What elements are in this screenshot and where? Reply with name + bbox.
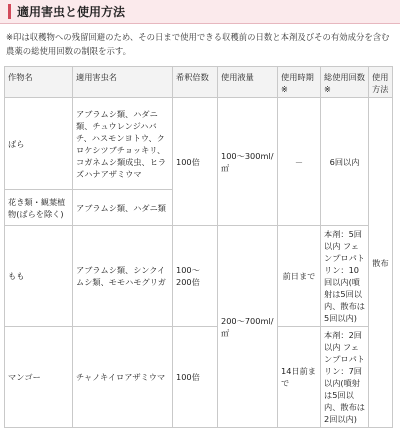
header-accent-bar	[8, 4, 11, 19]
table-header-row	[5, 67, 393, 98]
header-timing: 使用時期※	[278, 67, 321, 98]
usage-table	[4, 66, 393, 428]
pest-bara: アブラムシ類、ハダニ類、チュウレンジハバチ、ハスモンヨトウ、クロケシツブチョッキリ、コガネムシ類成虫、ヒラズハナアザミウマ	[73, 98, 173, 190]
pest-flowers: アブラムシ類、ハダニ類	[73, 190, 173, 226]
dilution-bara: 100倍	[173, 98, 218, 226]
header-method: 使用方法	[369, 67, 393, 98]
section-header	[0, 0, 400, 24]
crop-bara: ばら	[5, 98, 73, 190]
header-pest: 適用害虫名	[73, 67, 173, 98]
volume-momo: 200～700ml/㎡	[218, 226, 278, 428]
crop-mango: マンゴー	[5, 327, 73, 428]
pest-momo: アブラムシ類、シンクイムシ類、モモハモグリガ	[73, 226, 173, 327]
table-row-momo	[5, 226, 393, 327]
timing-momo: 前日まで	[278, 226, 321, 327]
crop-momo: もも	[5, 226, 73, 327]
header-dilution: 希釈倍数	[173, 67, 218, 98]
timing-bara: －	[278, 98, 321, 226]
header-volume: 使用液量	[218, 67, 278, 98]
header-crop: 作物名	[5, 67, 73, 98]
timing-mango: 14日前まで	[278, 327, 321, 428]
volume-bara: 100～300ml/㎡	[218, 98, 278, 226]
table-row-bara	[5, 98, 393, 190]
header-count: 総使用回数※	[321, 67, 369, 98]
section-title: 適用害虫と使用方法	[17, 5, 126, 19]
table-row-mango	[5, 327, 393, 428]
count-bara: 6回以内	[321, 98, 369, 226]
count-momo: 本剤：5回以内 フェンプロパトリン：10回以内(噴射は5回以内、散布は5回以内)	[321, 226, 369, 327]
crop-flowers: 花き類・観葉植物(ばらを除く)	[5, 190, 73, 226]
pest-mango: チャノキイロアザミウマ	[73, 327, 173, 428]
method-cell: 散布	[369, 98, 393, 428]
usage-note: ※印は収穫物への残留回避のため、その日まで使用できる収穫前の日数と本剤及びその有効成分を含む農薬の総使用回数の制限を示す。	[6, 32, 390, 56]
count-mango: 本剤：2回以内 フェンプロパトリン：7回以内(噴射は5回以内、散布は2回以内)	[321, 327, 369, 428]
dilution-mango: 100倍	[173, 327, 218, 428]
dilution-momo: 100～200倍	[173, 226, 218, 327]
